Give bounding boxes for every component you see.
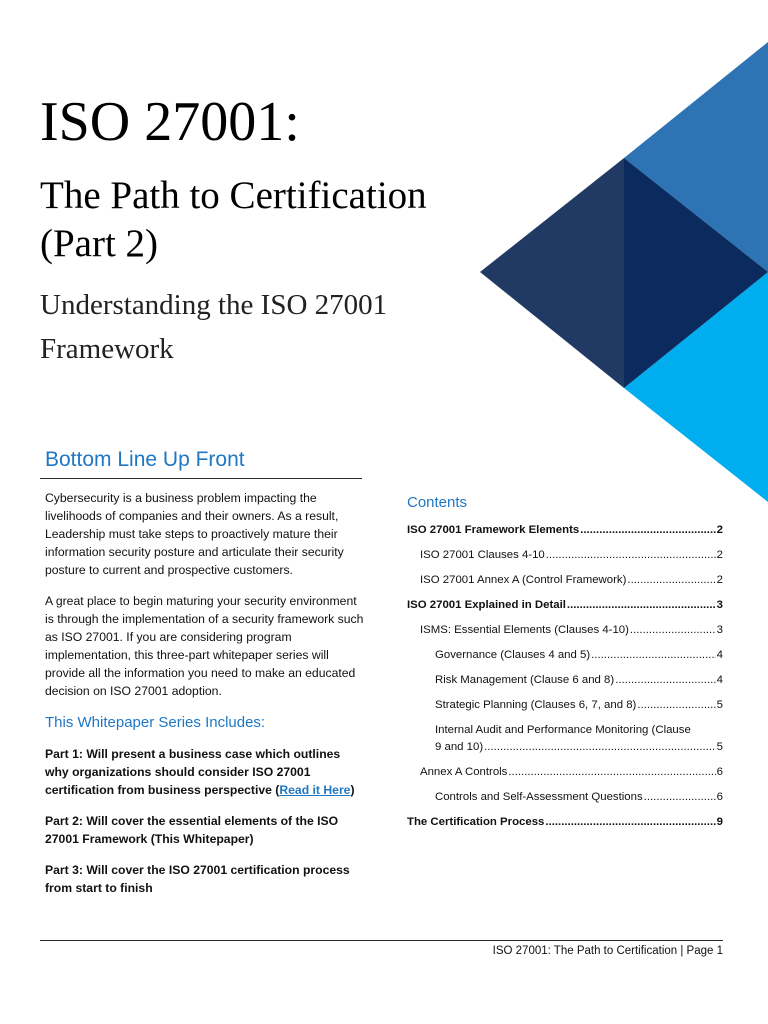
bluf-body (45, 489, 365, 910)
toc-entry-controls-self-assessment[interactable] (407, 789, 723, 806)
toc-dot-leader (567, 597, 716, 614)
toc-dot-leader (508, 764, 715, 781)
toc-entry-page: 6 (716, 766, 723, 778)
toc-entry-risk-management[interactable] (407, 672, 723, 689)
toc-entry-text: Strategic Planning (Clauses 6, 7, and 8) (435, 699, 637, 711)
bluf-divider (40, 478, 362, 479)
toc-entry-internal-audit[interactable] (407, 722, 723, 756)
footer-divider (40, 940, 723, 941)
bluf-heading: Bottom Line Up Front (45, 448, 245, 471)
toc-entry-framework-elements[interactable] (407, 522, 723, 539)
toc-entry-text: ISO 27001 Clauses 4-10 (420, 549, 545, 561)
toc-entry-certification-process[interactable] (407, 814, 723, 831)
page-subtitle: Understanding the ISO 27001 Framework (40, 289, 388, 365)
series-part-1-close: ) (350, 783, 355, 797)
toc-dot-leader (580, 522, 715, 539)
toc-entry-text: The Certification Process (407, 816, 545, 828)
toc-entry-text: ISO 27001 Annex A (Control Framework) (420, 574, 627, 586)
toc-entry-line2 (435, 739, 723, 756)
toc-entry-page: 5 (716, 699, 723, 711)
toc-entry-explained-in-detail[interactable] (407, 597, 723, 614)
toc-entry-page: 2 (716, 574, 723, 586)
read-it-here-link[interactable]: Read it Here (279, 783, 351, 797)
toc-entry-page: 9 (716, 816, 723, 828)
toc-dot-leader (627, 572, 715, 589)
toc-dot-leader (484, 739, 716, 756)
series-heading: This Whitepaper Series Includes: (45, 714, 266, 731)
toc-entry-text-line1: Internal Audit and Performance Monitoring (Clause (435, 724, 691, 736)
toc-entry-page: 2 (716, 549, 723, 561)
toc-entry-text: Governance (Clauses 4 and 5) (435, 649, 591, 661)
series-part-3: Part 3: Will cover the ISO 27001 certification process from start to finish (45, 863, 350, 895)
toc-dot-leader (644, 789, 716, 806)
page-title: ISO 27001: (40, 91, 300, 153)
series-part-1 (45, 745, 365, 799)
table-of-contents (407, 492, 723, 839)
page-footer: ISO 27001: The Path to Certification | Page 1 (492, 945, 723, 957)
toc-entry-text: ISO 27001 Explained in Detail (407, 599, 566, 611)
toc-entry-annex-a[interactable] (407, 572, 723, 589)
toc-entry-text: ISO 27001 Framework Elements (407, 524, 580, 536)
bluf-paragraph-2: A great place to begin maturing your security environment is through the implementation of a security framework such as ISO 27001. If you are considering program implementation, this three-part whitepaper series will provide all the information you need to make an educated decision on ISO 27001 adoption. (45, 594, 364, 698)
toc-entry-annex-a-controls[interactable] (407, 764, 723, 781)
toc-entry-governance[interactable] (407, 647, 723, 664)
toc-title: Contents (407, 494, 468, 511)
toc-entry-page: 3 (716, 599, 723, 611)
toc-entry-text: ISMS: Essential Elements (Clauses 4-10) (420, 624, 629, 636)
bluf-paragraph-1: Cybersecurity is a business problem impacting the livelihoods of companies and their owners. As a result, Leadership must take steps to proactively mature their information security posture and articulate their security posture to current and prospective customers. (45, 491, 344, 577)
toc-entry-strategic-planning[interactable] (407, 697, 723, 714)
toc-entry-clauses-4-10[interactable] (407, 547, 723, 564)
toc-entry-text: Annex A Controls (420, 766, 508, 778)
toc-entry-page: 4 (716, 649, 723, 661)
series-part-1-text: Part 1: Will present a business case which outlines why organizations should consider ISO 27001 certification from business perspective ( (45, 747, 341, 797)
toc-entry-page: 5 (716, 741, 723, 753)
toc-dot-leader (615, 672, 715, 689)
toc-dot-leader (630, 622, 716, 639)
triangle-dark-left (480, 158, 624, 388)
series-part-2: Part 2: Will cover the essential elements of the ISO 27001 Framework (This Whitepaper) (45, 814, 339, 846)
toc-entry-isms-essential-elements[interactable] (407, 622, 723, 639)
toc-dot-leader (546, 547, 716, 564)
toc-entry-text: Risk Management (Clause 6 and 8) (435, 674, 615, 686)
toc-dot-leader (591, 647, 716, 664)
toc-dot-leader (545, 814, 715, 831)
page-title-line2: The Path to Certification (Part 2) (40, 174, 427, 265)
toc-entry-page: 2 (716, 524, 723, 536)
toc-entry-page: 3 (716, 624, 723, 636)
toc-entry-page: 6 (716, 791, 723, 803)
toc-entry-text: Controls and Self-Assessment Questions (435, 791, 643, 803)
toc-dot-leader (637, 697, 715, 714)
toc-entry-page: 4 (716, 674, 723, 686)
toc-entry-text-line2: 9 and 10) (435, 741, 484, 753)
